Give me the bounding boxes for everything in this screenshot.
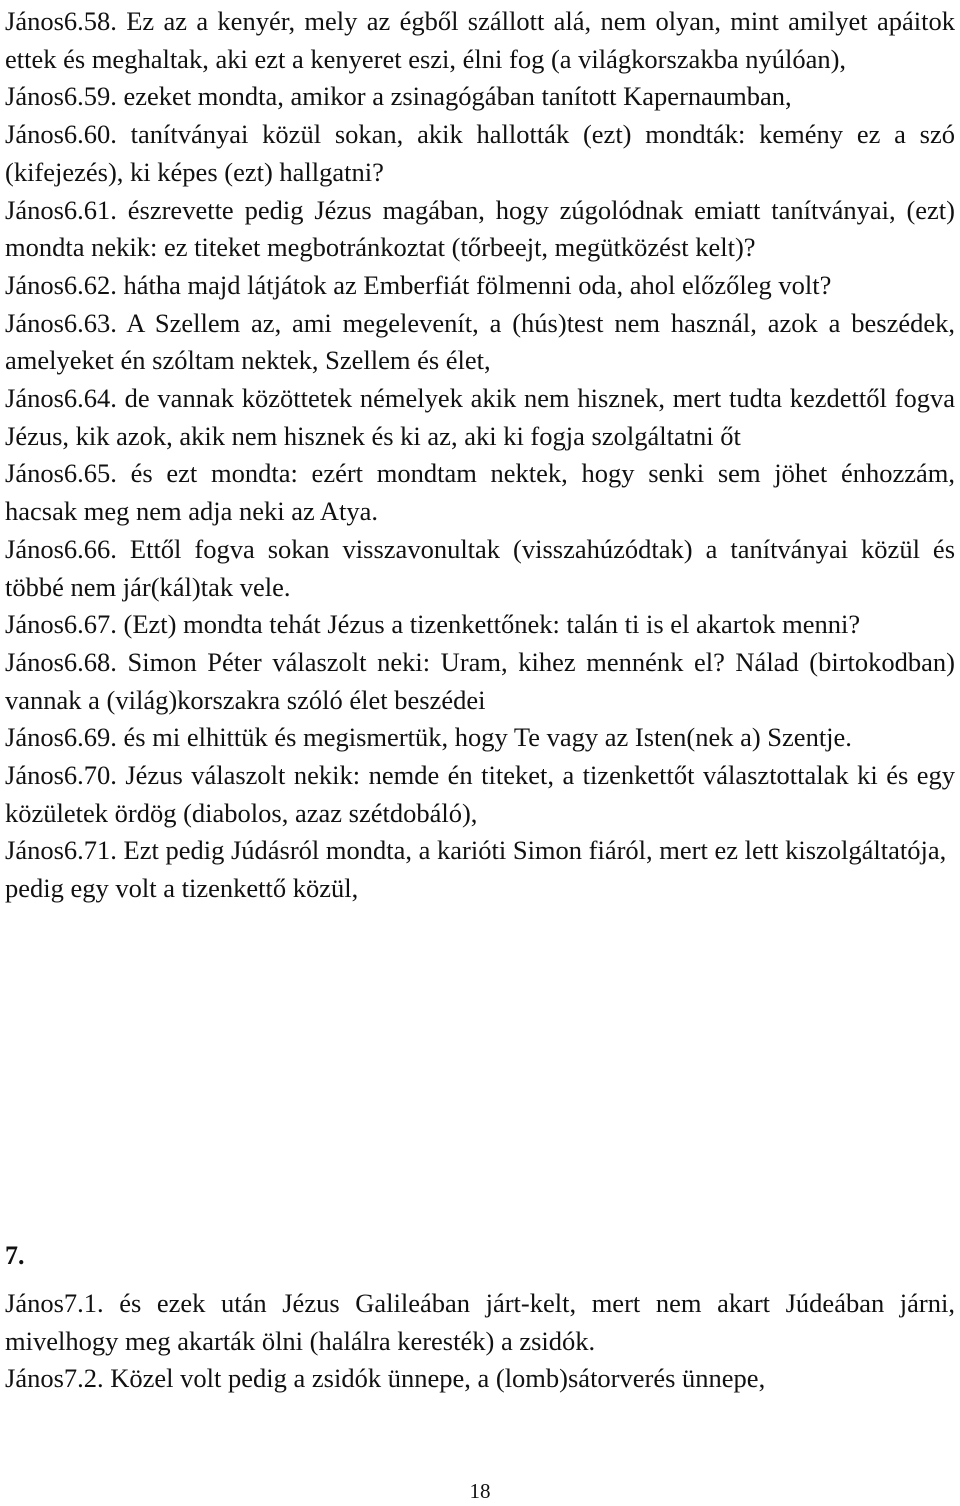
verse-text: Simon Péter válaszolt neki: Uram, kihez mennénk el? Nálad (birtokodban) vannak a (világ)korszakra szóló élet beszédei [5, 646, 955, 715]
verse [5, 531, 955, 606]
verse-ref: János6.60. [5, 119, 117, 150]
verse-text: hátha majd látjátok az Emberfiát fölmenni oda, ahol előzőleg volt? [123, 269, 832, 300]
verse-text: de vannak közöttetek némelyek akik nem hisznek, mert tudta kezdettől fogva Jézus, kik azok, akik nem hisznek és ki az, aki ki fogja szolgáltatni őt [5, 383, 955, 451]
verse-ref: János6.62. [5, 269, 117, 300]
verse [5, 644, 955, 719]
verse-text: Ez az a kenyér, mely az égből szállott alá, nem olyan, mint amilyet apáitok ettek és meghaltak, aki ezt a kenyeret eszi, élni fog (a világkorszakba nyúlóan), [5, 6, 955, 74]
verse-text: Közel volt pedig a zsidók ünnepe, a (lomb)sátorverés ünnepe, [110, 1363, 766, 1394]
verse-text: Ezt pedig Júdásról mondta, a karióti Simon fiáról, mert ez lett kiszolgáltatója, pedig egy volt a tizenkettő közül, [5, 835, 947, 904]
verse-ref: János6.68. [5, 646, 117, 677]
verse [5, 3, 955, 78]
verse [5, 1360, 955, 1398]
verses-section-chapter-6 [5, 3, 955, 908]
verse-ref: János6.70. [5, 760, 117, 791]
verses-section-chapter-7 [5, 1285, 955, 1398]
verse [5, 305, 955, 380]
verse [5, 1285, 955, 1360]
verse-ref: János7.2. [5, 1363, 104, 1394]
verse [5, 719, 955, 757]
verse-text: Jézus válaszolt nekik: nemde én titeket, a tizenkettőt választottalak ki és egy közületek ördög (diabolos, azaz szétdobáló), [5, 760, 955, 828]
verse-text: A Szellem az, ami megelevenít, a (hús)test nem használ, azok a beszédek, amelyeket én szóltam nektek, Szellem és élet, [5, 307, 955, 376]
verse-text: és ezek után Jézus Galileában járt-kelt, mert nem akart Júdeában járni, mivelhogy meg akarták ölni (halálra keresték) a zsidók. [5, 1288, 955, 1356]
verse [5, 267, 955, 305]
chapter-heading: 7. [5, 1241, 25, 1270]
verse-ref: János7.1. [5, 1288, 104, 1318]
verse [5, 116, 955, 191]
verse-text: tanítványai közül sokan, akik hallották (ezt) mondták: kemény ez a szó (kifejezés), ki képes (ezt) hallgatni? [5, 119, 955, 187]
verse-ref: János6.61. [5, 194, 117, 225]
verse [5, 832, 955, 907]
page-number: 18 [469, 1479, 491, 1503]
verse-ref: János6.67. [5, 609, 117, 640]
verse-text: észrevette pedig Jézus magában, hogy zúgolódnak emiatt tanítványai, (ezt) mondta nekik: ez titeket megbotránkoztat (tőrbeejt, megütközést kelt)? [5, 194, 955, 263]
verse [5, 192, 955, 267]
verse-ref: János6.65. [5, 458, 117, 489]
verse-text: Ettől fogva sokan visszavonultak (visszahúzódtak) a tanítványai közül és többé nem jár(kál)tak vele. [5, 533, 956, 602]
verse [5, 455, 955, 530]
verse-ref: János6.71. [5, 835, 117, 866]
verse-text: (Ezt) mondta tehát Jézus a tizenkettőnek: talán ti is el akartok menni? [123, 609, 861, 640]
verse-ref: János6.63. [5, 307, 117, 338]
verse [5, 757, 955, 832]
verse-ref: János6.58. [5, 6, 117, 36]
verse-text: ezeket mondta, amikor a zsinagógában tanított Kapernaumban, [123, 81, 792, 112]
verse-ref: János6.64. [5, 383, 117, 414]
verse [5, 380, 955, 455]
verse-ref: János6.69. [5, 722, 117, 753]
verse-text: és ezt mondta: ezért mondtam nektek, hogy senki sem jöhet énhozzám, hacsak meg nem adja neki az Atya. [5, 458, 956, 527]
verse-ref: János6.59. [5, 81, 117, 112]
verse-text: és mi elhittük és megismertük, hogy Te vagy az Isten(nek a) Szentje. [123, 722, 852, 753]
verse-ref: János6.66. [5, 533, 117, 564]
verse [5, 78, 955, 116]
verse [5, 606, 955, 644]
